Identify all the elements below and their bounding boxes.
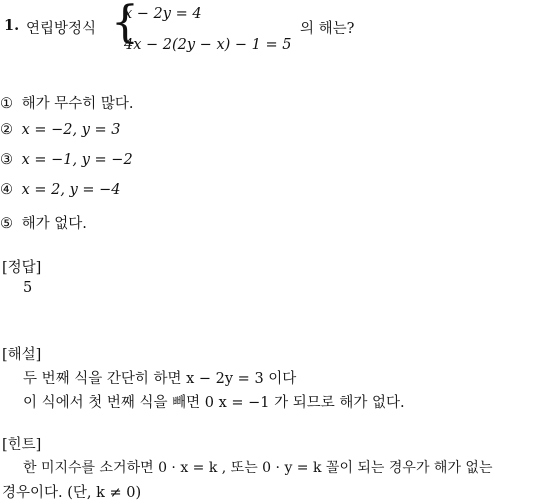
choice-5[interactable] [0,212,87,233]
choice-text: x = 2, y = −4 [21,182,121,198]
choice-text: 해가 무수히 많다. [21,96,134,112]
equation-2: 4x − 2(2y − x) − 1 = 5 [124,37,292,53]
choice-4[interactable] [0,182,121,198]
solution-line-2: 이 식에서 첫 번째 식을 빼면 0 x = −1 가 되므로 해가 없다. [23,395,405,411]
choice-1[interactable] [0,92,134,113]
choice-marker: ① [0,96,13,112]
hint-line-1: 한 미지수를 소거하면 0 · x = k , 또는 0 · y = k 꼴이 되는 경우가 해가 없는 [23,460,493,476]
choice-marker: ② [0,122,13,138]
solution-line-1: 두 번째 식을 간단히 하면 x − 2y = 3 이다 [23,371,297,387]
choice-text: x = −2, y = 3 [21,122,121,138]
choice-marker: ⑤ [0,216,13,232]
choice-2[interactable] [0,122,121,138]
choice-text: x = −1, y = −2 [21,152,133,168]
choice-text: 해가 없다. [21,216,87,232]
answer-label: [정답] [2,260,42,276]
system-brace: { [111,0,139,48]
choice-marker: ④ [0,182,13,198]
solution-label: [해설] [2,347,42,363]
hint-line-2: 경우이다. (단, k ≠ 0) [2,485,142,501]
choice-3[interactable] [0,152,133,168]
equation-1: x − 2y = 4 [124,6,202,22]
question-number: 1. [4,17,20,34]
question-lead: 연립방정식 [26,21,97,37]
question-tail: 의 해는? [300,21,355,37]
answer-value: 5 [23,280,33,296]
choice-marker: ③ [0,152,13,168]
hint-label: [힌트] [2,437,42,453]
